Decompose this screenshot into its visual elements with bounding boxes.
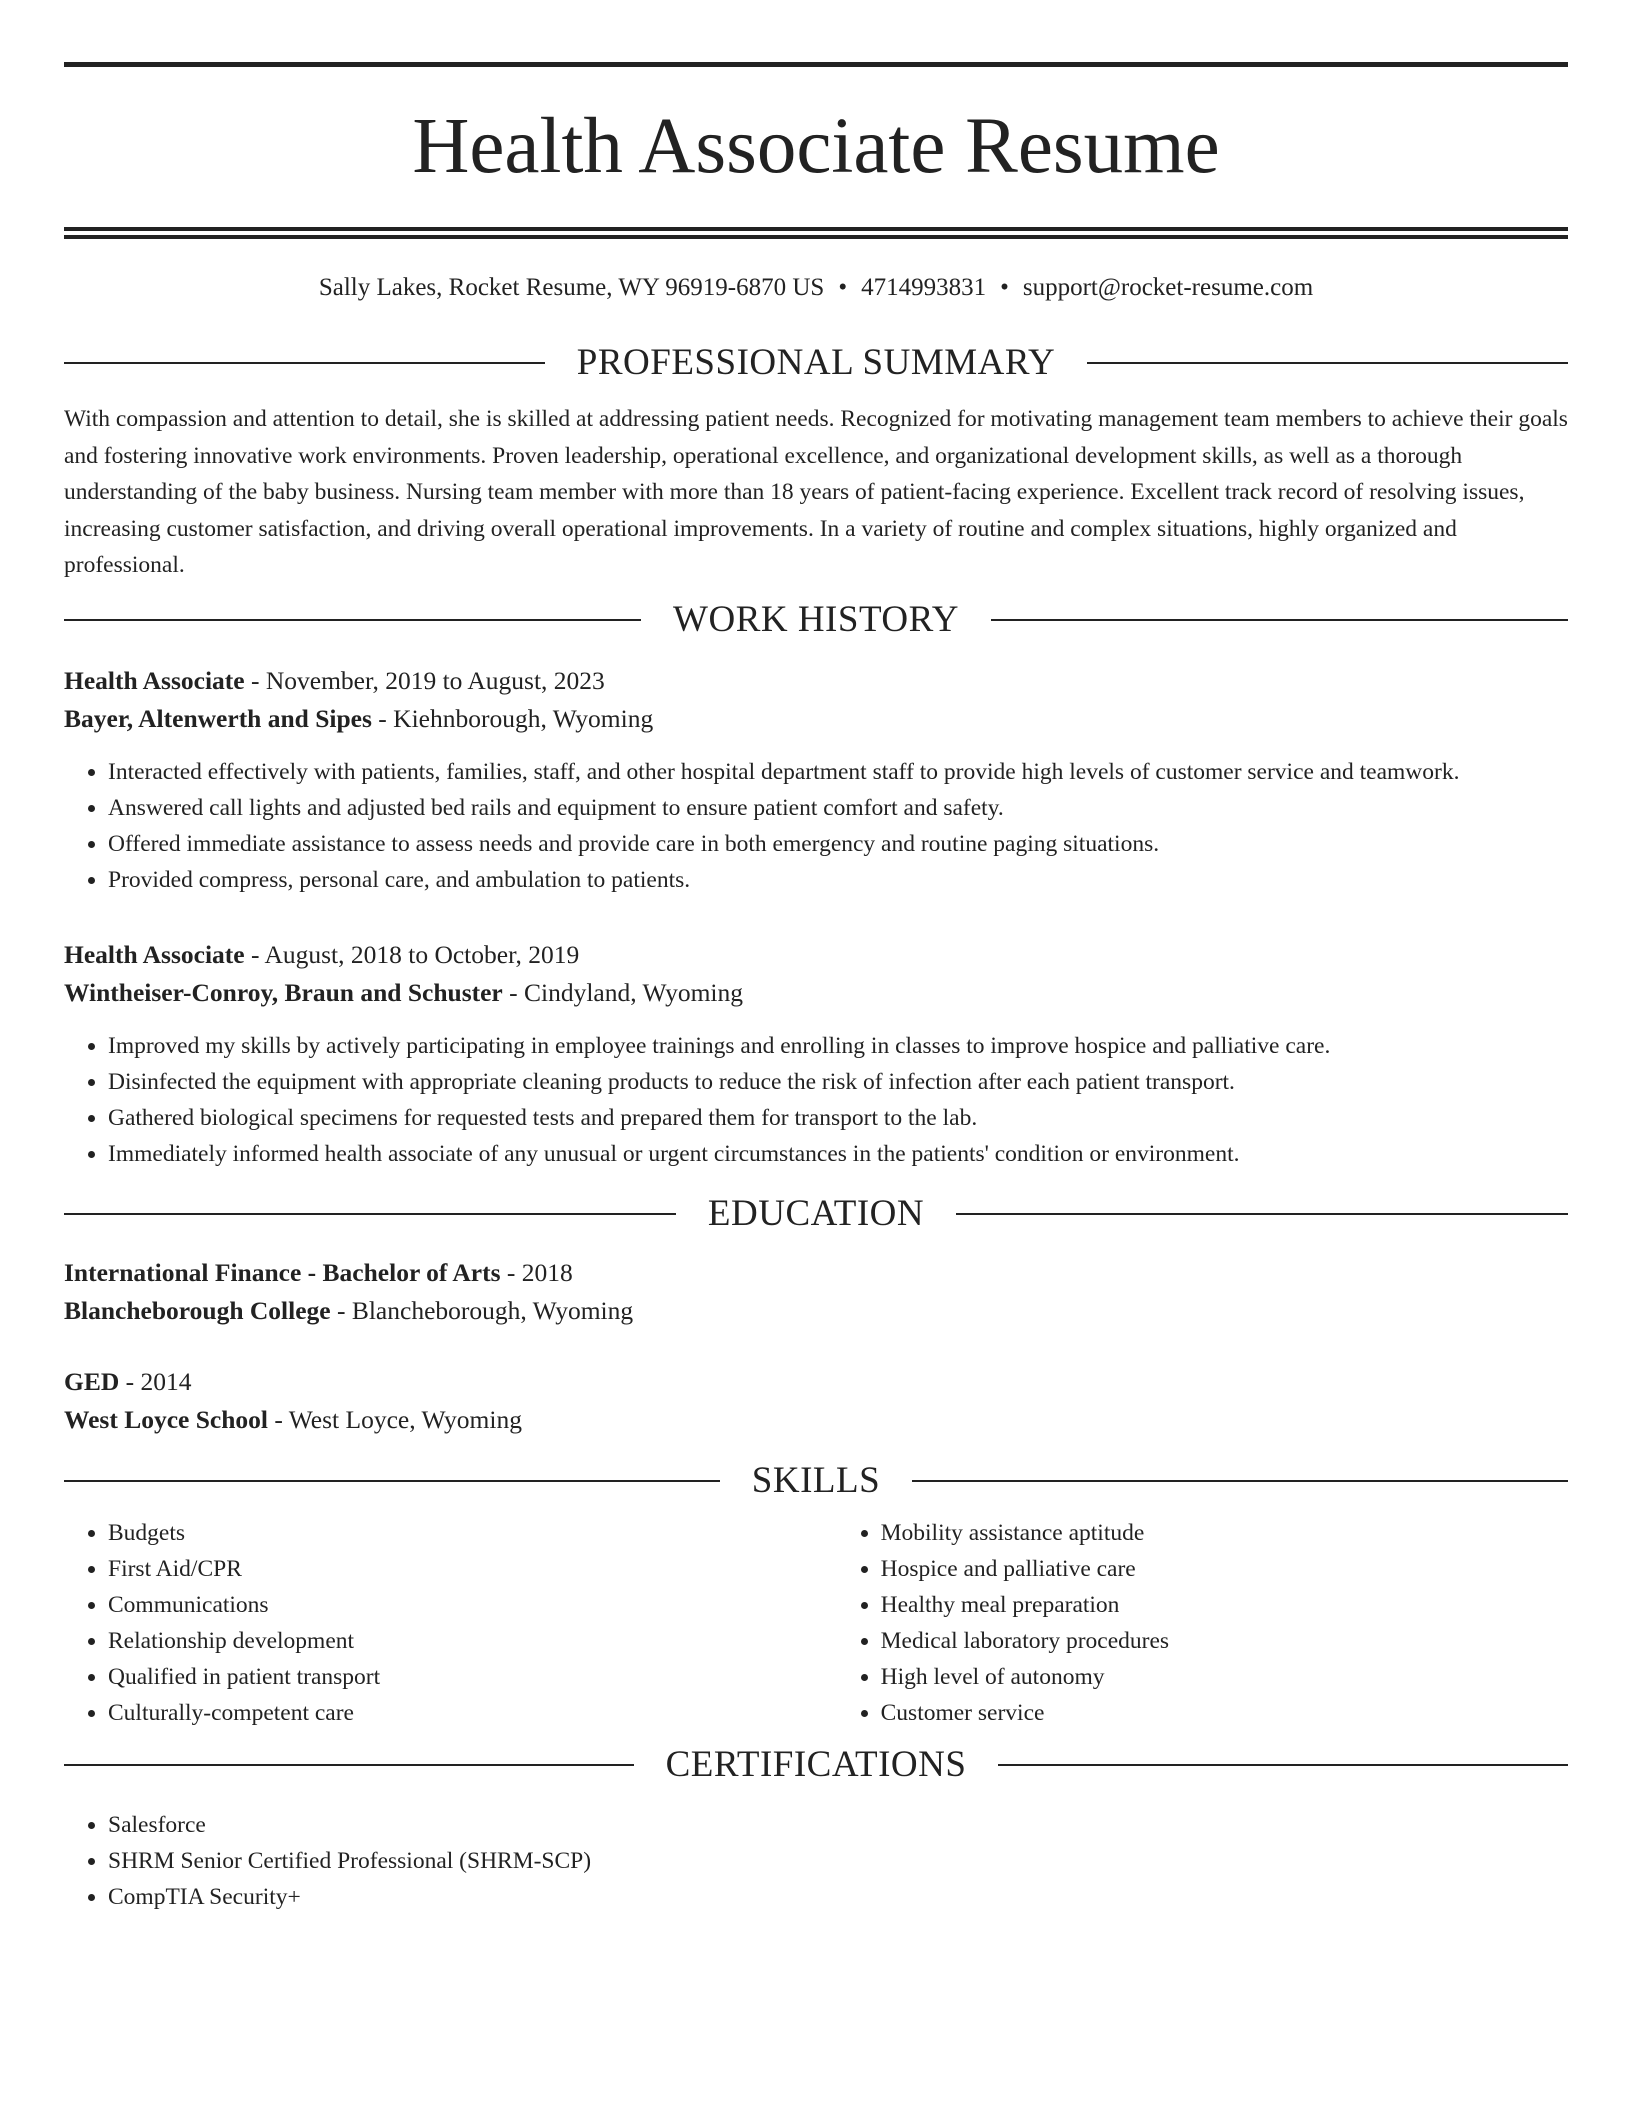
list-item: • Customer service <box>881 1695 1568 1731</box>
section-heading-work-history <box>64 596 1568 644</box>
list-item: • Provided compress, personal care, and ambulation to patients. <box>108 862 1568 898</box>
list-item: • Disinfected the equipment with appropriate cleaning products to reduce the risk of infection after each patient transport. <box>108 1064 1568 1100</box>
list-item: • Improved my skills by actively participating in employee trainings and enrolling in classes to improve hospice and palliative care. <box>108 1028 1568 1064</box>
degree-year: - 2018 <box>500 1257 573 1287</box>
heading-rule <box>64 1764 634 1766</box>
list-item: • Medical laboratory procedures <box>881 1623 1568 1659</box>
list-item: • Mobility assistance aptitude <box>881 1515 1568 1551</box>
section-title: CERTIFICATIONS <box>665 1743 967 1785</box>
list-item: • First Aid/CPR <box>108 1551 837 1587</box>
company-name: Bayer, Altenwerth and Sipes <box>64 703 372 733</box>
certifications-list <box>64 1807 1568 1915</box>
list-item: • SHRM Senior Certified Professional (SHRM-SCP) <box>108 1843 1568 1879</box>
degree-name: GED <box>64 1366 120 1396</box>
degree-line <box>64 1363 1568 1401</box>
school-location: - Blancheborough, Wyoming <box>330 1295 634 1325</box>
section-heading-education <box>64 1190 1568 1238</box>
job-dates: - November, 2019 to August, 2023 <box>244 665 605 695</box>
list-item: • Culturally-competent care <box>108 1695 837 1731</box>
heading-rule <box>912 1480 1568 1482</box>
degree-line <box>64 1254 1568 1292</box>
list-item: • Salesforce <box>108 1807 1568 1843</box>
section-title: PROFESSIONAL SUMMARY <box>576 342 1056 383</box>
work-bullets <box>64 1028 1568 1172</box>
school-name: West Loyce School <box>64 1404 268 1434</box>
list-item: • Gathered biological specimens for requested tests and prepared them for transport to the lab. <box>108 1100 1568 1136</box>
work-bullets <box>64 754 1568 898</box>
skills-list-left <box>64 1515 837 1731</box>
work-role-line <box>64 662 1568 700</box>
heading-rule <box>991 619 1568 621</box>
company-location: - Cindyland, Wyoming <box>502 977 743 1007</box>
school-name: Blancheborough College <box>64 1295 331 1325</box>
contact-line <box>64 271 1568 305</box>
section-title: SKILLS <box>751 1459 881 1501</box>
skills-list-right <box>837 1515 1568 1731</box>
school-line <box>64 1292 1568 1330</box>
list-item: • Offered immediate assistance to assess needs and provide care in both emergency and routine paging situations. <box>108 826 1568 862</box>
school-location: - West Loyce, Wyoming <box>268 1404 522 1434</box>
contact-separator: • <box>1000 274 1009 301</box>
company-name: Wintheiser-Conroy, Braun and Schuster <box>64 977 503 1007</box>
list-item: • Healthy meal preparation <box>881 1587 1568 1623</box>
work-entry <box>64 662 1568 898</box>
work-company-line <box>64 974 1568 1012</box>
list-item: • High level of autonomy <box>881 1659 1568 1695</box>
skills-columns <box>64 1515 1568 1731</box>
work-company-line <box>64 700 1568 738</box>
heading-rule <box>1087 362 1568 364</box>
page-title: Health Associate Resume <box>412 103 1220 190</box>
degree-name: International Finance - Bachelor of Arts <box>64 1257 501 1287</box>
heading-rule <box>64 1480 720 1482</box>
education-entry <box>64 1254 1568 1330</box>
company-location: - Kiehnborough, Wyoming <box>371 703 654 733</box>
list-item: • Budgets <box>108 1515 837 1551</box>
section-title: WORK HISTORY <box>673 598 959 640</box>
work-role-line <box>64 936 1568 974</box>
section-heading-summary <box>64 339 1568 387</box>
heading-rule <box>956 1213 1568 1215</box>
list-item: • Interacted effectively with patients, families, staff, and other hospital department staff to provide high levels of customer service and teamwork. <box>108 754 1568 790</box>
list-item: • CompTIA Security+ <box>108 1879 1568 1915</box>
list-item: • Communications <box>108 1587 837 1623</box>
list-item: • Immediately informed health associate of any unusual or urgent circumstances in the patients' condition or environment. <box>108 1136 1568 1172</box>
title-double-rule <box>64 227 1568 239</box>
list-item: • Qualified in patient transport <box>108 1659 837 1695</box>
list-item: • Relationship development <box>108 1623 837 1659</box>
job-title: Health Associate <box>64 665 245 695</box>
job-title: Health Associate <box>64 939 245 969</box>
list-item: • Answered call lights and adjusted bed rails and equipment to ensure patient comfort and safety. <box>108 790 1568 826</box>
summary-text: With compassion and attention to detail, she is skilled at addressing patient needs. Recognized for motivating management team members to achieve their goals and fostering innovative work environments. Proven leadership, operational excellence, and organizational development skills, as well as a thorough understanding of the baby business. Nursing team member with more than 18 years of patient-facing experience. Excellent track record of resolving issues, increasing customer satisfaction, and driving overall operational improvements. In a variety of routine and complex situations, highly organized and professional. <box>64 406 1568 578</box>
job-dates: - August, 2018 to October, 2019 <box>244 939 580 969</box>
contact-phone: 4714993831 <box>861 274 987 301</box>
contact-email: support@rocket-resume.com <box>1022 274 1314 301</box>
heading-rule <box>64 362 545 364</box>
list-item: • Hospice and palliative care <box>881 1551 1568 1587</box>
contact-separator: • <box>838 274 848 301</box>
contact-address: Sally Lakes, Rocket Resume, WY 96919-6870 US <box>318 274 825 301</box>
heading-rule <box>64 619 641 621</box>
degree-year: - 2014 <box>119 1366 192 1396</box>
school-line <box>64 1401 1568 1439</box>
work-entry <box>64 936 1568 1172</box>
section-heading-certifications <box>64 1741 1568 1789</box>
section-title: EDUCATION <box>707 1192 925 1234</box>
heading-rule <box>998 1764 1568 1766</box>
heading-rule <box>64 1213 676 1215</box>
section-heading-skills <box>64 1457 1568 1505</box>
education-entry <box>64 1363 1568 1439</box>
top-rule <box>64 62 1568 67</box>
